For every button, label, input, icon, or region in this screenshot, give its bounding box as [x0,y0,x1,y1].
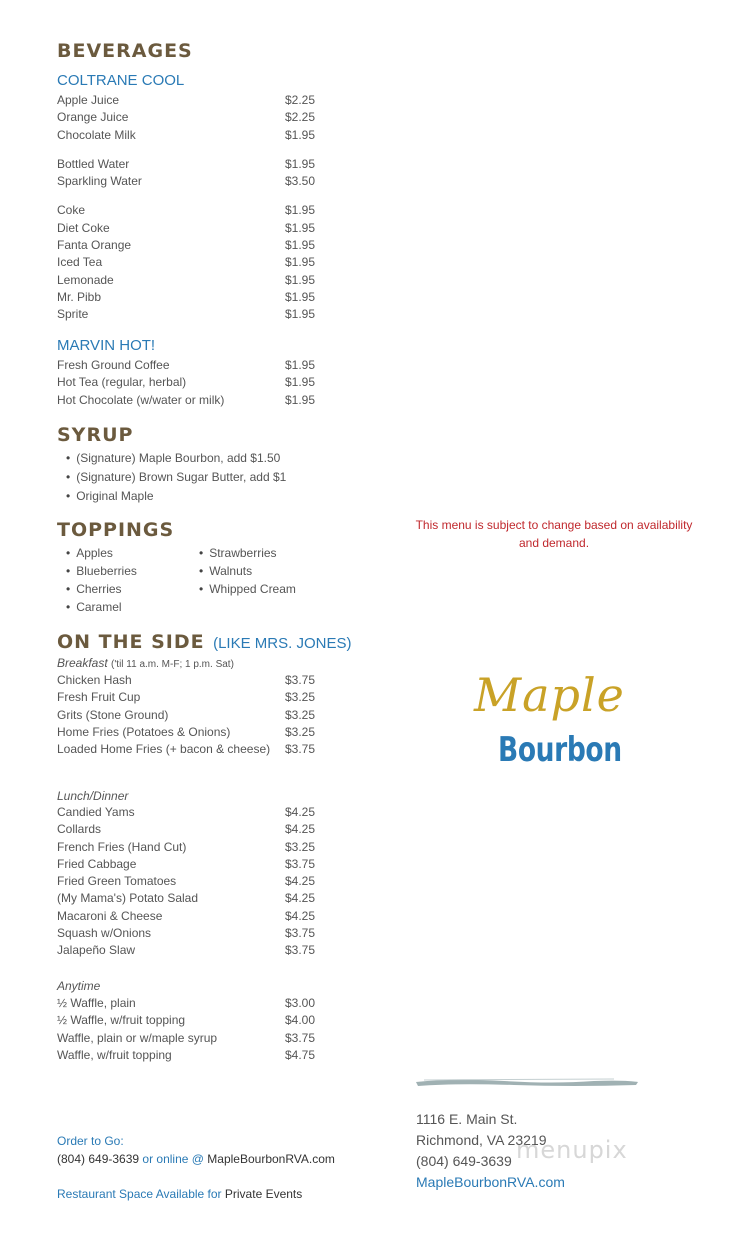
topping-item: • Strawberries [199,544,339,562]
syrup-heading: SYRUP [57,424,134,446]
menu-item-price: $3.75 [285,943,316,958]
syrup-item: • (Signature) Maple Bourbon, add $1.50 [66,449,366,468]
menu-item [57,127,337,144]
menu-item-name: Home Fries (Potatoes & Onions) [57,724,231,739]
menu-item-name: Candied Yams [57,805,135,819]
menu-item-name: Iced Tea [57,255,103,270]
menu-item [57,254,337,271]
events-prefix: Restaurant Space Available for [57,1187,225,1201]
topping-item: • Cherries [66,580,196,598]
address-street: 1116 E. Main St. [416,1111,518,1127]
menu-item-name: Fried Cabbage [57,856,137,871]
menu-item [57,724,337,741]
menu-item-price: $4.25 [285,891,316,906]
menu-item [57,173,337,190]
topping-item: • Whipped Cream [199,580,339,598]
events-line [57,1187,302,1201]
menu-item-price: $1.95 [285,289,316,304]
menu-item [57,237,337,254]
menu-item-name: Chocolate Milk [57,127,136,142]
menu-item-name: Squash w/Onions [57,926,152,941]
breakfast-label: Breakfast [57,656,108,670]
marvin-hot-list [57,357,337,409]
menu-item-price: $1.95 [285,358,316,372]
menu-item [57,357,337,374]
menu-item-name: Fresh Ground Coffee [57,358,170,372]
menu-item-name: Fried Green Tomatoes [57,874,177,889]
coltrane-cool-heading: COLTRANE COOL [57,72,185,89]
menu-item-name: ½ Waffle, plain [57,996,136,1010]
menu-item [57,306,337,323]
menu-item-price: $1.95 [285,255,316,270]
notice-line-1: This menu is subject to change based on availability [415,518,693,532]
on-the-side-title: ON THE SIDE [57,631,205,653]
menu-item [57,741,337,758]
menu-item-name: Lemonade [57,272,114,287]
logo-word-maple: Maple [474,668,625,722]
menu-item [57,908,337,925]
logo-word-bourbon: Bourbon [498,730,622,770]
group-gap [57,144,337,156]
menu-item-price: $3.75 [285,856,316,871]
menu-item-price: $1.95 [285,203,316,218]
availability-notice [400,516,708,552]
lunch-label: Lunch/Dinner [57,789,129,803]
order-label: Order to Go: [57,1134,124,1148]
menu-item-price: $1.95 [285,272,316,287]
menu-item-price: $4.25 [285,805,316,819]
menu-item [57,995,337,1012]
menu-item-name: ½ Waffle, w/fruit topping [57,1013,186,1028]
menu-item-name: Sprite [57,307,89,322]
menu-item-name: Hot Tea (regular, herbal) [57,375,187,390]
syrup-list [66,449,366,506]
menu-item-price: $4.25 [285,874,316,889]
toppings-list-1 [66,544,196,616]
menu-item-name: (My Mama's) Potato Salad [57,891,199,906]
maple-bourbon-logo [460,668,650,793]
menu-item [57,1012,337,1029]
order-block [57,1132,335,1168]
menu-item [57,804,337,821]
lunch-list [57,804,337,960]
watermark: menupix [516,1136,628,1164]
menu-item-price: $3.75 [285,742,316,757]
menu-item-price: $3.25 [285,707,316,722]
menu-item-price: $3.75 [285,1030,316,1045]
menu-item-price: $3.25 [285,724,316,739]
menu-item-name: Chicken Hash [57,673,132,687]
breakfast-label-line [57,656,234,670]
menu-item [57,1030,337,1047]
menu-item-name: Diet Coke [57,220,110,235]
breakfast-list [57,672,337,758]
menu-item-price: $1.95 [285,375,316,390]
address-city: Richmond, VA 23219 [416,1132,547,1148]
menu-item [57,925,337,942]
menu-item-name: Mr. Pibb [57,289,102,304]
menu-item-price: $2.25 [285,110,316,125]
menu-item-name: Bottled Water [57,156,130,171]
menu-item [57,156,337,173]
menu-item-price: $4.25 [285,822,316,837]
menu-item-price: $3.75 [285,673,316,687]
topping-item: • Apples [66,544,196,562]
on-the-side-heading [57,631,351,653]
menu-item [57,392,337,409]
menu-item-price: $3.50 [285,174,316,189]
menu-item-price: $3.25 [285,839,316,854]
syrup-item: • (Signature) Brown Sugar Butter, add $1 [66,468,366,487]
notice-line-2: and demand. [518,536,590,550]
menu-item-name: Waffle, w/fruit topping [57,1047,172,1062]
menu-item [57,109,337,126]
topping-item: • Caramel [66,598,196,616]
menu-item-price: $4.25 [285,908,316,923]
menu-item-price: $1.95 [285,238,316,253]
address-website-link[interactable]: MapleBourbonRVA.com [416,1174,565,1190]
order-website-link[interactable]: MapleBourbonRVA.com [207,1152,335,1166]
group-gap [57,190,337,202]
order-phone[interactable]: (804) 649-3639 [57,1152,140,1166]
menu-item-price: $4.00 [285,1013,316,1028]
menu-item [57,272,337,289]
menu-item-price: $1.95 [285,220,316,235]
menu-item [57,707,337,724]
menu-item [57,821,337,838]
menu-item-name: Sparkling Water [57,174,142,189]
menu-item-name: Orange Juice [57,110,129,125]
menu-item [57,92,337,109]
address-phone[interactable]: (804) 649-3639 [416,1153,512,1169]
syrup-item: • Original Maple [66,487,366,506]
anytime-label: Anytime [57,979,101,993]
menu-item [57,839,337,856]
menu-item [57,374,337,391]
menu-item [57,202,337,219]
menu-item [57,1047,337,1064]
menu-item [57,689,337,706]
menu-item-name: Fresh Fruit Cup [57,690,141,705]
menu-item-price: $3.25 [285,690,316,705]
menu-item-name: Loaded Home Fries (+ bacon & cheese) [57,742,271,757]
breakfast-note: ('til 11 a.m. M-F; 1 p.m. Sat) [111,659,234,670]
menu-item [57,220,337,237]
on-the-side-subtitle: (LIKE MRS. JONES) [213,635,352,652]
menu-item [57,890,337,907]
menu-item [57,672,337,689]
menu-item-price: $1.95 [285,156,316,171]
menu-item-name: Hot Chocolate (w/water or milk) [57,392,225,407]
menu-item-name: Apple Juice [57,93,120,107]
toppings-heading: TOPPINGS [57,519,175,541]
beverages-heading: BEVERAGES [57,40,193,62]
menu-item-name: Macaroni & Cheese [57,908,163,923]
events-suffix: Private Events [224,1187,303,1201]
menu-item-name: French Fries (Hand Cut) [57,839,187,854]
marvin-hot-heading: MARVIN HOT! [57,337,156,354]
menu-item-name: Grits (Stone Ground) [57,707,169,722]
menu-item [57,856,337,873]
menu-item-price: $4.75 [285,1047,316,1062]
menu-item-price: $2.25 [285,93,316,107]
menu-item-price: $1.95 [285,127,316,142]
menu-item-price: $1.95 [285,307,316,322]
menu-item-name: Collards [57,822,102,837]
menu-item [57,942,337,959]
menu-item-price: $3.75 [285,926,316,941]
menu-item-price: $3.00 [285,996,316,1010]
menu-item [57,289,337,306]
menu-item-name: Coke [57,203,86,218]
menu-item-name: Waffle, plain or w/maple syrup [57,1030,218,1045]
anytime-list [57,995,337,1064]
coltrane-cool-list [57,92,337,324]
menu-item-name: Fanta Orange [57,238,132,253]
topping-item: • Walnuts [199,562,339,580]
topping-item: • Blueberries [66,562,196,580]
menu-item-price: $1.95 [285,392,316,407]
order-or-online: or online @ [139,1152,208,1166]
menu-item [57,873,337,890]
menu-item-name: Jalapeño Slaw [57,943,136,958]
brush-stroke-divider [414,1074,640,1090]
toppings-list-2 [199,544,339,598]
